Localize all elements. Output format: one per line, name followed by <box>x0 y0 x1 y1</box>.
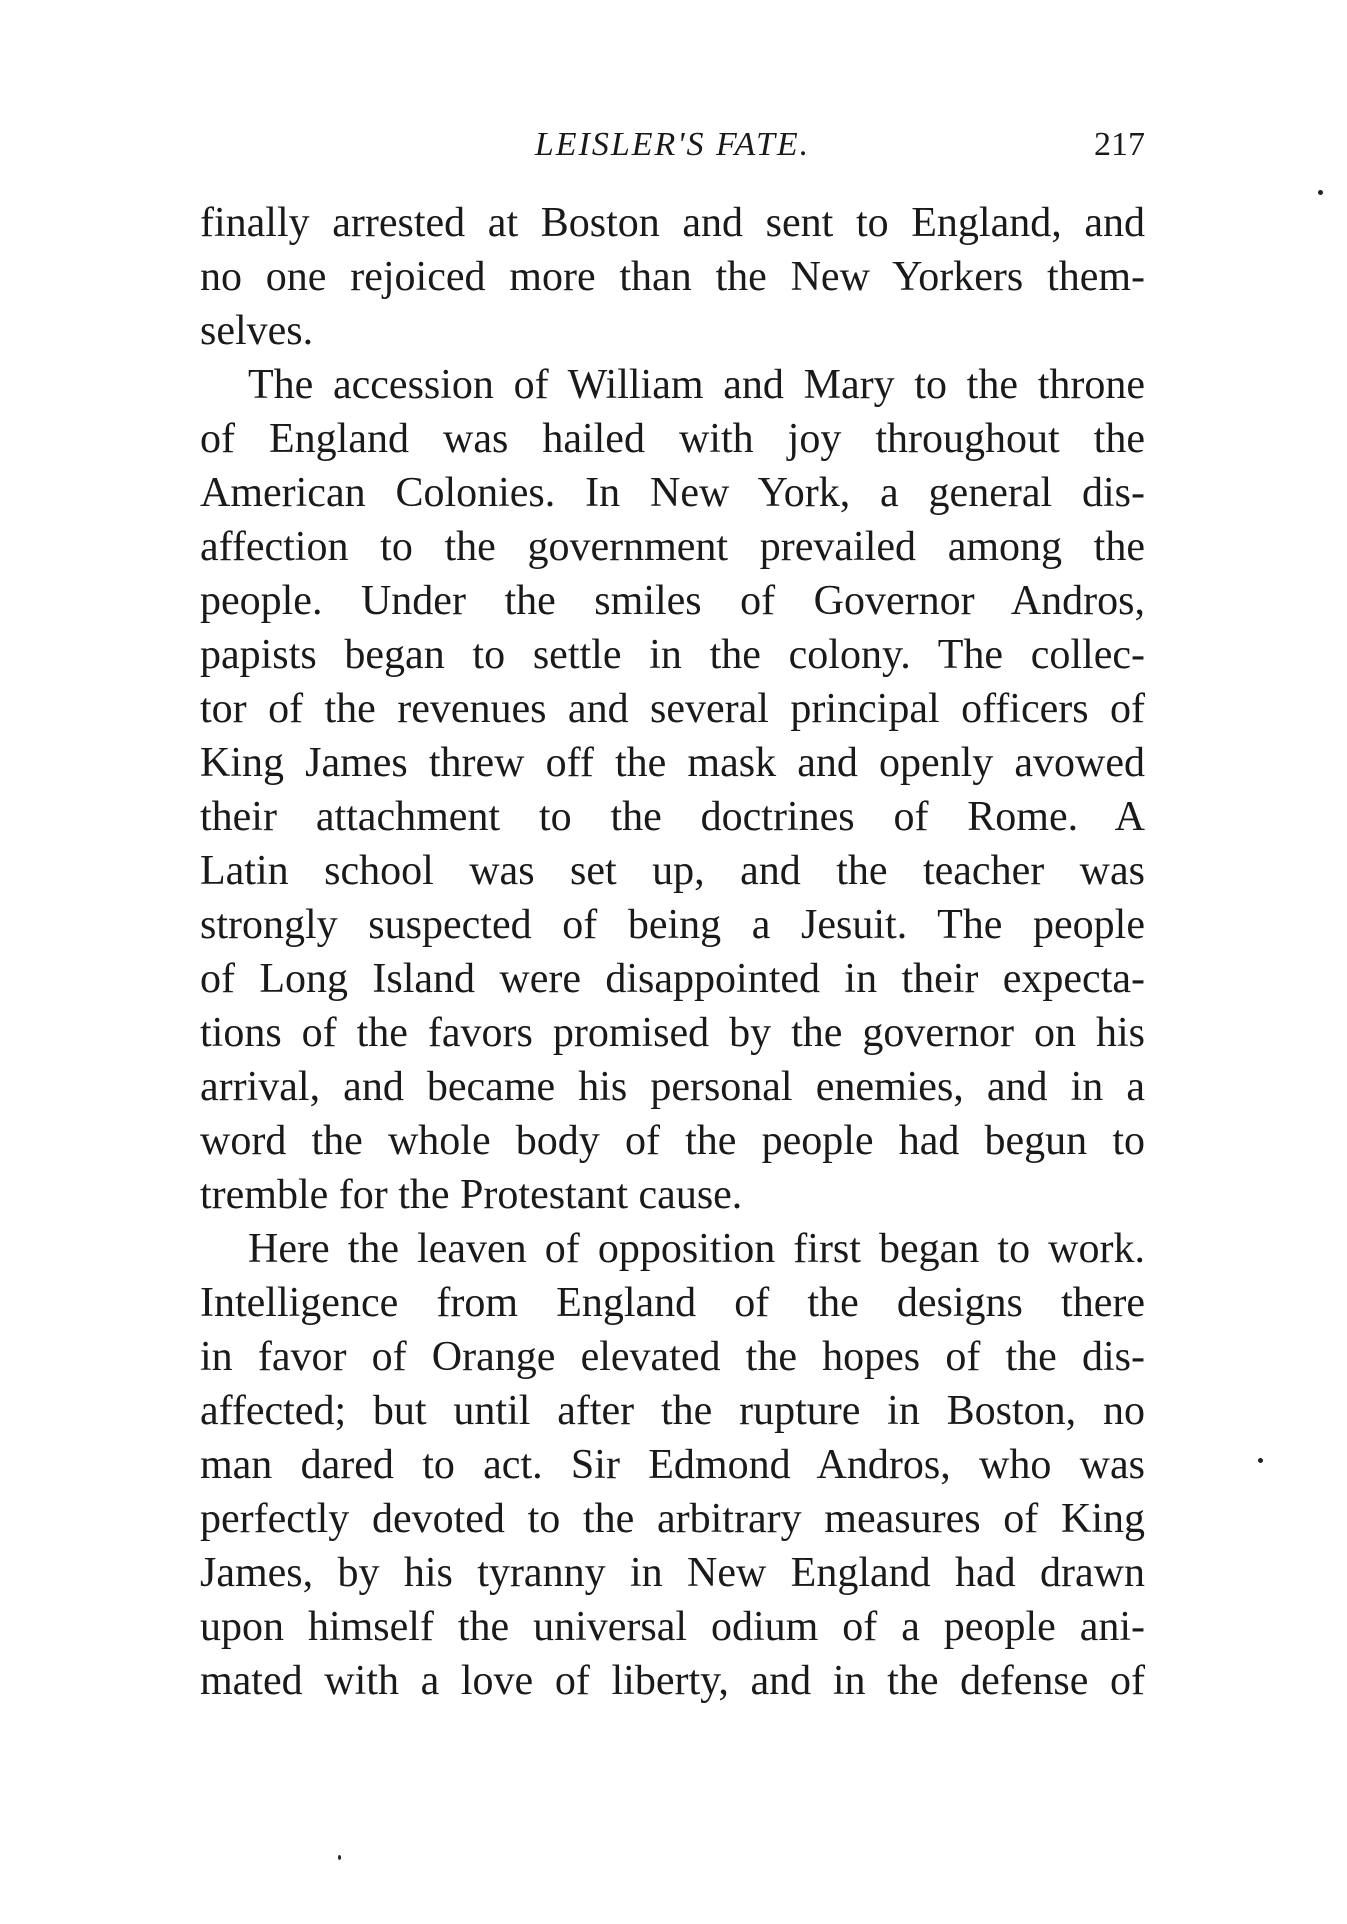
text-line: perfectly devoted to the arbitrary measures of King <box>200 1496 1145 1542</box>
text-line: Intelligence from England of the designs there <box>200 1280 1145 1326</box>
paragraph-2 <box>200 358 1145 1222</box>
print-speck <box>1318 190 1323 195</box>
text-line: word the whole body of the people had begun to <box>200 1118 1145 1164</box>
text-line: King James threw off the mask and openly avowed <box>200 740 1145 786</box>
text-line: papists began to settle in the colony. The collec- <box>200 632 1145 678</box>
running-head <box>200 120 1145 170</box>
body-text <box>200 196 1145 1708</box>
running-title: LEISLER'S FATE. <box>534 126 811 163</box>
text-line: Latin school was set up, and the teacher was <box>200 848 1145 894</box>
text-line: The accession of William and Mary to the throne <box>248 362 1145 408</box>
text-line: tor of the revenues and several principal officers of <box>200 686 1145 732</box>
text-line: arrival, and became his personal enemies, and in a <box>200 1064 1145 1110</box>
print-speck <box>338 1855 341 1860</box>
paragraph-1 <box>200 196 1145 358</box>
text-line: American Colonies. In New York, a general dis- <box>200 470 1145 516</box>
text-line: upon himself the universal odium of a people ani- <box>200 1604 1145 1650</box>
text-line: strongly suspected of being a Jesuit. The people <box>200 902 1145 948</box>
print-speck <box>1258 1458 1263 1463</box>
text-line: tremble for the Protestant cause. <box>200 1172 743 1218</box>
text-line: mated with a love of liberty, and in the defense of <box>200 1658 1145 1704</box>
text-line: finally arrested at Boston and sent to England, and <box>200 200 1145 246</box>
text-line: of England was hailed with joy throughout the <box>200 416 1145 462</box>
text-line: James, by his tyranny in New England had drawn <box>200 1550 1145 1596</box>
paragraph-3 <box>200 1222 1145 1708</box>
text-line: in favor of Orange elevated the hopes of the dis- <box>200 1334 1145 1380</box>
text-line: man dared to act. Sir Edmond Andros, who was <box>200 1442 1145 1488</box>
text-line: their attachment to the doctrines of Rome. A <box>200 794 1145 840</box>
text-line: people. Under the smiles of Governor Andros, <box>200 578 1145 624</box>
text-line: affection to the government prevailed among the <box>200 524 1145 570</box>
text-line: selves. <box>200 308 314 354</box>
text-line: affected; but until after the rupture in Boston, no <box>200 1388 1145 1434</box>
text-line: of Long Island were disappointed in their expecta- <box>200 956 1145 1002</box>
text-line: tions of the favors promised by the governor on his <box>200 1010 1145 1056</box>
text-line: Here the leaven of opposition first began to work. <box>248 1226 1145 1272</box>
page-number: 217 <box>1094 126 1145 163</box>
text-line: no one rejoiced more than the New Yorkers them- <box>200 254 1145 300</box>
